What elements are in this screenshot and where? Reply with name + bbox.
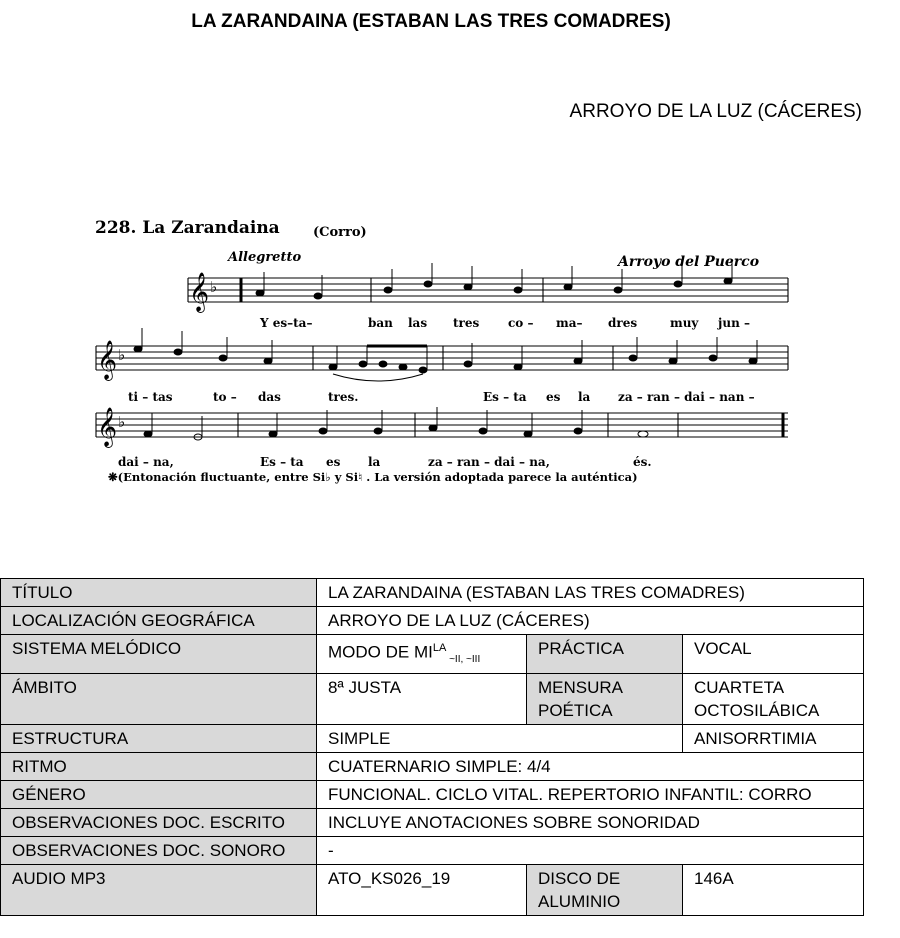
obs-sonoro-value: - — [317, 837, 864, 865]
score-image — [88, 206, 798, 496]
lyric: za – ran – dai – nan – — [618, 390, 755, 404]
lyric: la — [578, 390, 591, 404]
lyric: muy — [670, 316, 699, 330]
audio-value: ATO_KS026_19 — [317, 865, 527, 916]
table-row — [1, 725, 864, 753]
origin-marking: Arroyo del Puerco — [618, 254, 760, 270]
sistema-value: MODO DE MI — [328, 642, 433, 662]
lyric: ma– — [556, 316, 583, 330]
disco-value: 146A — [683, 865, 864, 916]
staff-1 — [188, 278, 788, 302]
lyric: es — [546, 390, 561, 404]
staff-3 — [96, 413, 788, 437]
lyric: co – — [508, 316, 534, 330]
lyric: tres. — [328, 390, 359, 404]
sistema-cell — [317, 635, 527, 674]
audio-label: AUDIO MP3 — [1, 865, 317, 916]
lyric: Y es–ta– — [260, 316, 313, 330]
table-row — [1, 579, 864, 607]
lyric: jun – — [718, 316, 750, 330]
table-row — [1, 635, 864, 674]
lyrics-line-2 — [128, 390, 755, 404]
lyric: la — [368, 455, 381, 469]
lyric: to – — [213, 390, 237, 404]
estructura-value: SIMPLE — [317, 725, 683, 753]
score-subtitle: (Corro) — [313, 225, 367, 240]
tempo-marking: Allegretto — [228, 250, 302, 265]
titulo-value: LA ZARANDAINA (ESTABAN LAS TRES COMADRES) — [317, 579, 864, 607]
sistema-sub: ~II, ~III — [446, 654, 481, 666]
lyric: tres — [453, 316, 480, 330]
document-title: LA ZARANDAINA (ESTABAN LAS TRES COMADRES) — [191, 11, 671, 32]
disco-label: DISCO DE ALUMINIO — [527, 865, 683, 916]
table-row — [1, 865, 864, 916]
ritmo-label: RITMO — [1, 753, 317, 781]
staff-2 — [96, 346, 788, 370]
ambito-value: 8ª JUSTA — [317, 674, 527, 725]
treble-clef-icon: 𝄞 — [189, 272, 210, 312]
flat-icon: ♭ — [210, 278, 218, 296]
obs-escrito-label: OBSERVACIONES DOC. ESCRITO — [1, 809, 317, 837]
music-score — [88, 206, 798, 496]
flat-icon: ♭ — [118, 413, 126, 431]
score-footnote: ❋(Entonación fluctuante, entre Si♭ y Si♮ . La versión adoptada parece la auténtica) — [108, 470, 638, 484]
table-row — [1, 837, 864, 865]
lyrics-line-1 — [259, 316, 750, 330]
notes-staff-2 — [134, 328, 757, 373]
lyric: Es – ta — [260, 455, 304, 469]
score-title: 228. La Zarandaina — [95, 218, 280, 238]
flat-icon: ♭ — [118, 346, 126, 364]
mensura-label: MENSURA POÉTICA — [527, 674, 683, 725]
lyric: dres — [608, 316, 638, 330]
lyric: das — [258, 390, 281, 404]
ambito-label: ÁMBITO — [1, 674, 317, 725]
lyric: dai – na, — [118, 455, 174, 469]
table-row — [1, 809, 864, 837]
treble-clef-icon: 𝄞 — [97, 340, 118, 380]
lyrics-line-3 — [118, 455, 652, 469]
lyric: és. — [633, 455, 652, 469]
ritmo-value: CUATERNARIO SIMPLE: 4/4 — [317, 753, 864, 781]
lyric: Es – ta — [483, 390, 527, 404]
table-row — [1, 607, 864, 635]
table-row — [1, 674, 864, 725]
lyric: es — [326, 455, 341, 469]
localizacion-label: LOCALIZACIÓN GEOGRÁFICA — [1, 607, 317, 635]
notes-staff-3 — [144, 407, 648, 440]
table-row — [1, 781, 864, 809]
metadata-table — [0, 578, 864, 916]
genero-value: FUNCIONAL. CICLO VITAL. REPERTORIO INFANTIL: CORRO — [317, 781, 864, 809]
localizacion-value: ARROYO DE LA LUZ (CÁCERES) — [317, 607, 864, 635]
lyric: ban — [368, 316, 393, 330]
mensura-value: CUARTETA OCTOSILÁBICA — [683, 674, 864, 725]
location-heading: ARROYO DE LA LUZ (CÁCERES) — [569, 101, 862, 122]
slur — [333, 374, 423, 381]
practica-label: PRÁCTICA — [527, 635, 683, 674]
table-row — [1, 753, 864, 781]
estructura-label: ESTRUCTURA — [1, 725, 317, 753]
lyric: za – ran – dai – na, — [428, 455, 550, 469]
lyric: las — [408, 316, 428, 330]
treble-clef-icon: 𝄞 — [97, 407, 118, 447]
lyric: ti – tas — [128, 390, 173, 404]
genero-label: GÉNERO — [1, 781, 317, 809]
practica-value: VOCAL — [683, 635, 864, 674]
sistema-label: SISTEMA MELÓDICO — [1, 635, 317, 674]
obs-sonoro-label: OBSERVACIONES DOC. SONORO — [1, 837, 317, 865]
titulo-label: TÍTULO — [1, 579, 317, 607]
obs-escrito-value: INCLUYE ANOTACIONES SOBRE SONORIDAD — [317, 809, 864, 837]
estructura-extra: ANISORRTIMIA — [683, 725, 864, 753]
sistema-sup: LA — [432, 642, 447, 654]
